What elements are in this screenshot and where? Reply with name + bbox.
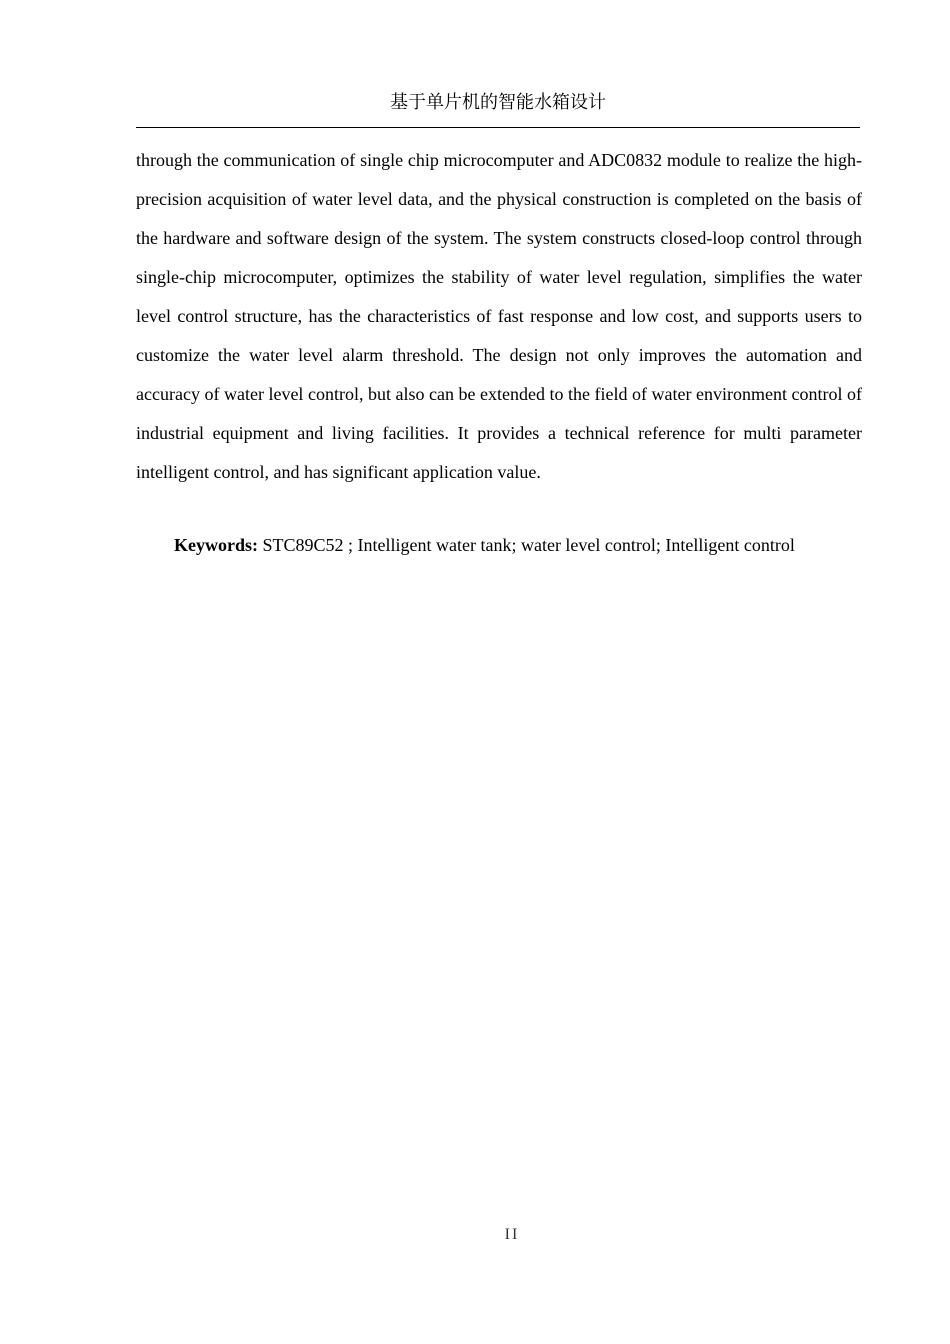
running-header-title: 基于单片机的智能水箱设计 <box>390 92 606 113</box>
keywords-line <box>174 530 862 560</box>
page-number: II <box>504 1226 520 1243</box>
keywords-label: Keywords: <box>174 535 258 555</box>
abstract-paragraph: through the communication of single chip microcomputer and ADC0832 module to realize the high-precision acquisition of water level data, and the physical construction is completed on the basis of the hardware and software design of the system. The system constructs closed-loop control through single-chip microcomputer, optimizes the stability of water level regulation, simplifies the water level control structure, has the characteristics of fast response and low cost, and supports users to customize the water level alarm threshold. The design not only improves the automation and accuracy of water level control, but also can be extended to the field of water environment control of industrial equipment and living facilities. It provides a technical reference for multi parameter intelligent control, and has significant application value. <box>136 150 862 482</box>
header-divider <box>136 127 860 128</box>
keywords-text: STC89C52 ; Intelligent water tank; water level control; Intelligent control <box>258 535 795 555</box>
